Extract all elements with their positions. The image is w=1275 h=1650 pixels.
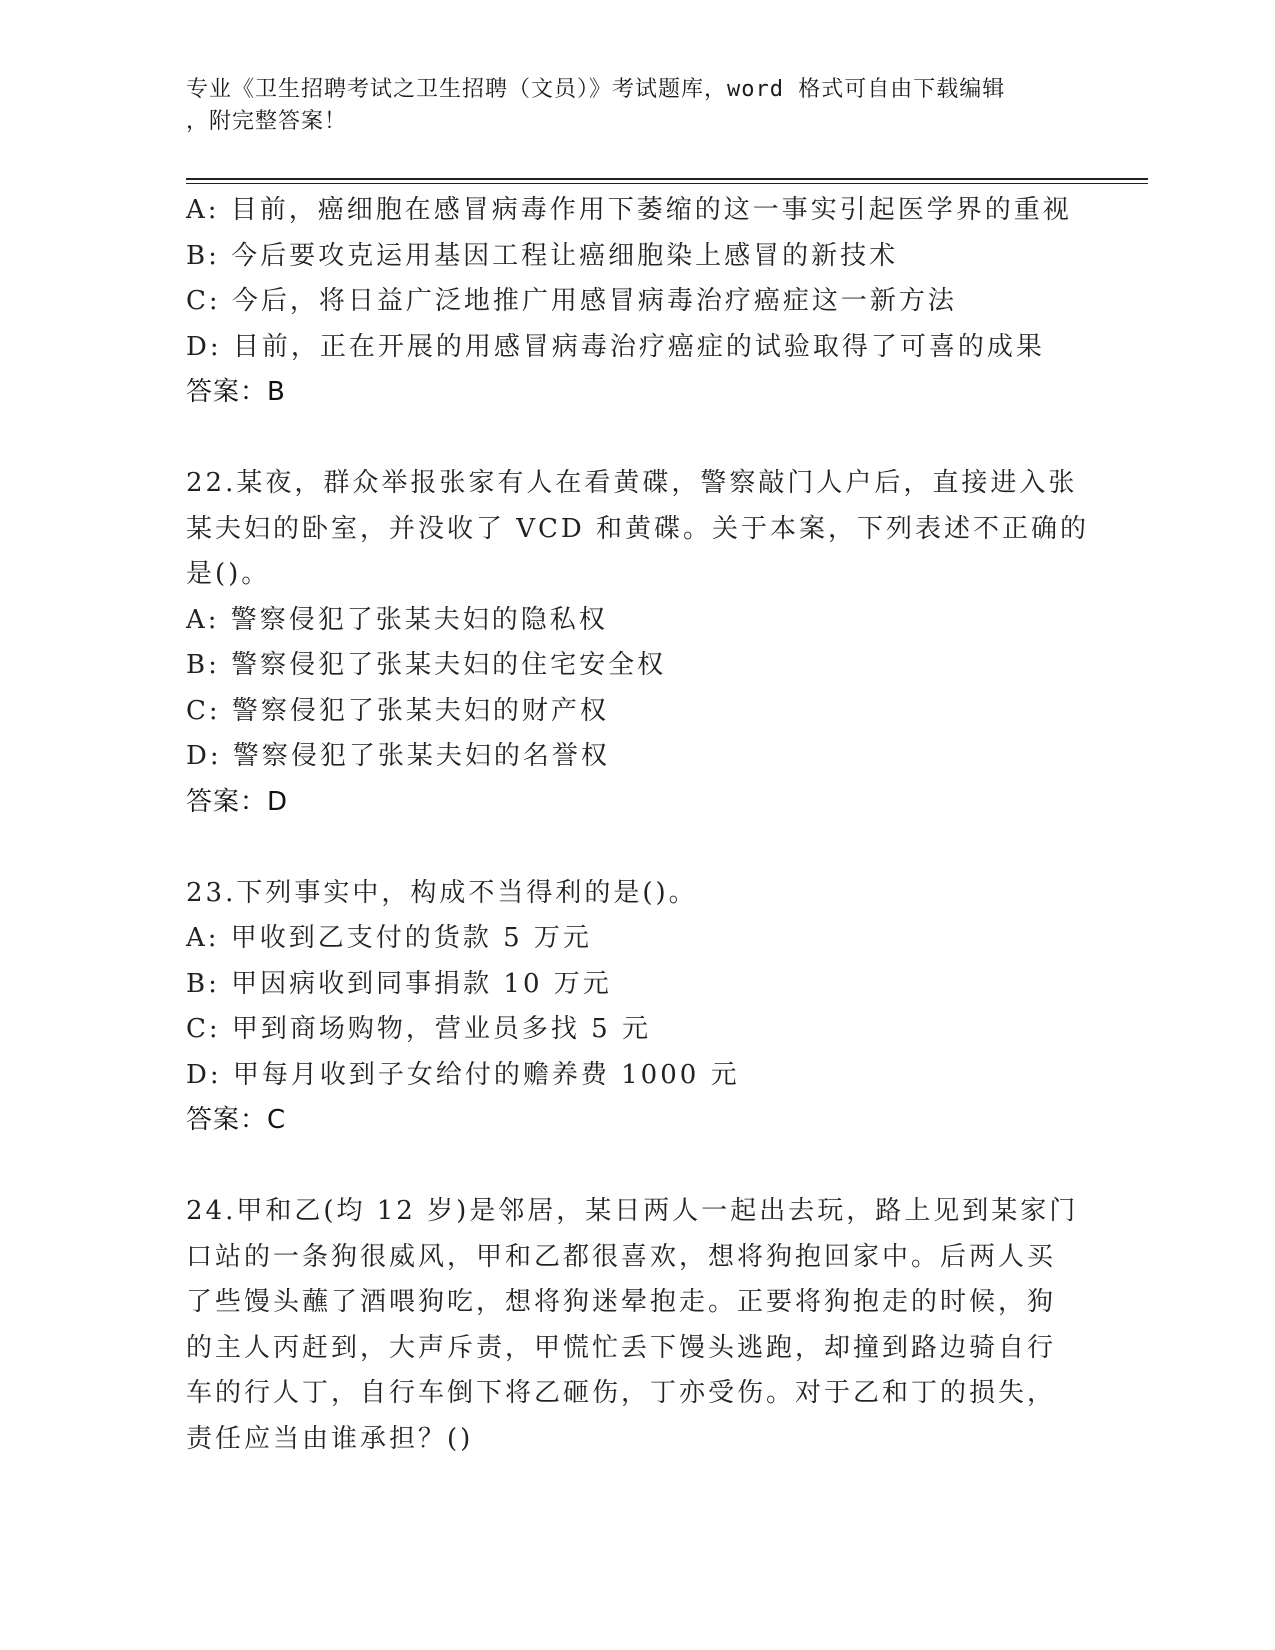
question-text-line: 的主人丙赶到，大声斥责，甲慌忙丢下馒头逃跑，却撞到路边骑自行 — [186, 1332, 1057, 1363]
option-d: D: 目前，正在开展的用感冒病毒治疗癌症的试验取得了可喜的成果 — [186, 331, 1045, 362]
option-a: A: 目前，癌细胞在感冒病毒作用下萎缩的这一事实引起医学界的重视 — [186, 195, 1072, 225]
option-b: B: 警察侵犯了张某夫妇的住宅安全权 — [186, 650, 667, 680]
option-a: A: 警察侵犯了张某夫妇的隐私权 — [186, 604, 608, 635]
question-text-line: 22.某夜，群众举报张家有人在看黄碟，警察敲门人户后，直接进入张 — [186, 468, 1078, 498]
header-line-1: 专业《卫生招聘考试之卫生招聘（文员）》考试题库，word 格式可自由下载编辑 — [186, 77, 1006, 102]
question-text-line: 是()。 — [186, 559, 271, 589]
question-text-line: 口站的一条狗很威风，甲和乙都很喜欢，想将狗抱回家中。后两人买 — [186, 1241, 1057, 1272]
answer-label: 答案：D — [186, 786, 289, 817]
spacer — [186, 825, 1086, 871]
question-block-22 — [186, 461, 1090, 825]
option-d: D: 甲每月收到子女给付的赡养费 1000 元 — [186, 1059, 740, 1090]
option-c: C: 甲到商场购物，营业员多找 5 元 — [186, 1014, 651, 1044]
option-a: A: 甲收到乙支付的货款 5 万元 — [186, 923, 592, 953]
option-c: C: 今后，将日益广泛地推广用感冒病毒治疗癌症这一新方法 — [186, 286, 957, 316]
document-header — [186, 74, 1086, 138]
option-b: B: 甲因病收到同事捐款 10 万元 — [186, 968, 612, 999]
option-d: D: 警察侵犯了张某夫妇的名誉权 — [186, 741, 610, 771]
question-text-line: 23.下列事实中，构成不当得利的是()。 — [186, 877, 698, 908]
header-rule-thin — [186, 183, 1148, 184]
header-rule-thick — [186, 178, 1148, 180]
spacer — [186, 416, 1086, 462]
question-block-24 — [186, 1189, 1086, 1462]
question-list — [186, 188, 1090, 1462]
question-text-line: 24.甲和乙(均 12 岁)是邻居，某日两人一起出去玩，路上见到某家门 — [186, 1196, 1079, 1226]
question-text-line: 责任应当由谁承担？() — [186, 1423, 474, 1454]
question-block-21 — [186, 188, 1086, 416]
option-c: C: 警察侵犯了张某夫妇的财产权 — [186, 695, 609, 726]
question-text-line: 车的行人丁，自行车倒下将乙砸伤，丁亦受伤。对于乙和丁的损失， — [186, 1378, 1057, 1408]
spacer — [186, 1144, 1086, 1190]
answer-label: 答案：C — [186, 1105, 287, 1135]
option-b: B: 今后要攻克运用基因工程让癌细胞染上感冒的新技术 — [186, 240, 899, 271]
question-text-line: 某夫妇的卧室，并没收了 VCD 和黄碟。关于本案，下列表述不正确的 — [186, 513, 1090, 544]
question-block-23 — [186, 871, 1086, 1144]
header-line-2: ，附完整答案！ — [186, 109, 348, 134]
question-text-line: 了些馒头蘸了酒喂狗吃，想将狗迷晕抱走。正要将狗抱走的时候，狗 — [186, 1287, 1057, 1317]
answer-label: 答案：B — [186, 377, 286, 407]
